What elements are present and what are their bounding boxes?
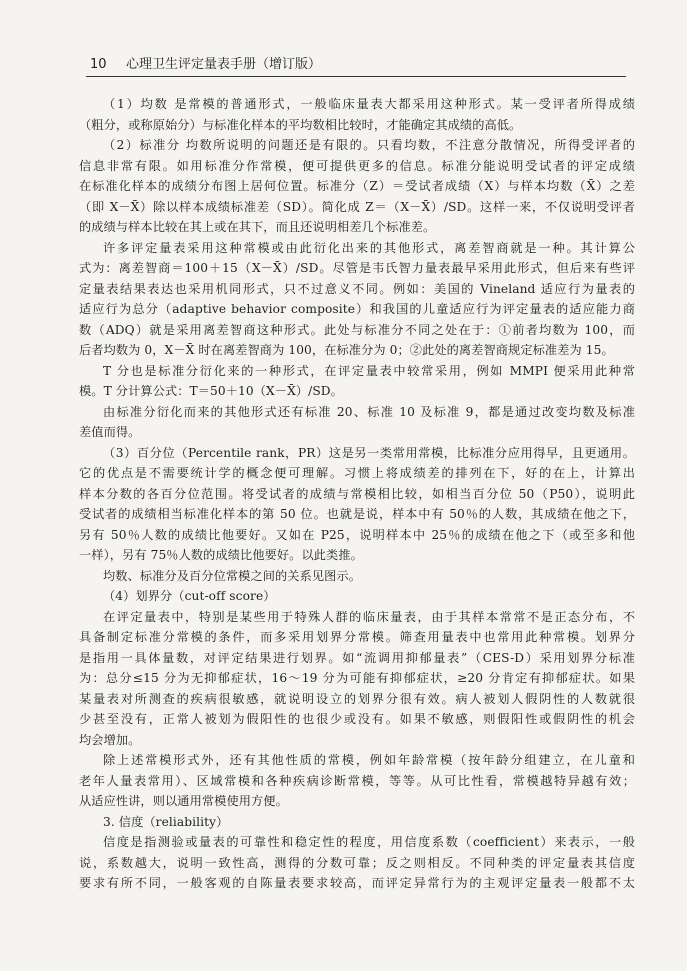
text-line: 的成绩与样本比较在其上或在其下，而且还说明相差几个标准差。 [79,220,436,234]
text-line: （3）百分位（Percentile rank，PR）这是另一类常用常模，比标准分应用得早，且更通用。 [103,445,635,460]
text-line: 信度是指测验或量表的可靠性和稳定性的程度，用信度系数（coefficient）来表示，一般 [103,835,635,849]
text-line: 说，系数越大，说明一致性高，测得的分数可靠；反之则相反。不同种类的评定量表其信度 [79,855,635,870]
text-line: 均数、标准分及百分位常模之间的关系见图示。 [103,568,362,583]
text-line: 样本分数的各百分位范围。将受试者的成绩与常模相比较，如相当百分位 50（P50），说明此 [79,486,635,501]
text-line: （1）均数 是常模的普通形式，一般临床量表大都采用这种形式。某一受评者所得成绩 [103,97,635,111]
text-line: T 分也是标准分衍化来的一种形式，在评定量表中较常采用，例如 MMPI 便采用此种常 [103,363,635,378]
text-line: 它的优点是不需要统计学的概念便可理解。习惯上将成绩差的排列在下，好的在上，计算出 [79,466,635,480]
text-line: 均会增加。 [79,732,141,747]
text-line: 式为：离差智商＝100＋15（X－X̄）/SD。尽管是韦氏智力量表最早采用此形式，但后来有些评 [79,261,635,275]
text-line: 一样），另有 75％人数的成绩比他要好。以此类推。 [79,548,363,562]
text-line: 适应行为总分（adaptive behavior composite）和我国的儿童适应行为评定量表的适应能力商 [79,302,635,316]
book-title: 心理卫生评定量表手册（增订版） [126,57,322,72]
text-line: 要求有所不同，一般客观的自陈量表要求较高，而评定异常行为的主观评定量表一般都不太 [79,876,635,890]
text-line: 从适应性讲，则以通用常模使用方便。 [79,794,288,808]
body-text [79,94,635,894]
text-line: （即 X－X̄）除以样本成绩标准差（SD）。简化成 Z＝（X－X̄）/SD。这样一来，不仅说明受评者 [79,199,635,214]
text-line: 后者均数为 0，X－X̄ 时在离差智商为 100，在标准分为 0；②此处的离差智商规定标准差为 15。 [79,343,614,357]
text-line: （2）标准分 均数所说明的问题还是有限的。只看均数，不注意分散情况，所得受评者的 [103,138,635,152]
running-header [86,50,626,77]
text-line: 定量表结果表达也采用机同形式，只不过意义不同。例如：美国的 Vineland 适应行为量表的 [79,281,635,296]
text-line: （4）划界分（cut-off score） [103,589,276,603]
text-line: 受试者的成绩相当标准化样本的第 50 位。也就是说，样本中有 50％的人数，其成绩在他之下， [79,507,635,521]
text-line: 少甚至没有，正常人被划为假阳性的也很少或没有。如果不敏感，则假阳性或假阴性的机会 [79,712,635,726]
text-line: 在标准化样本的成绩分布图上居何位置。标准分（Z）＝受试者成绩（X）与样本均数（X̄）之差 [79,179,635,193]
text-line: 信息非常有限。如用标准分作常模，便可提供更多的信息。标准分能说明受试者的评定成绩 [79,158,635,173]
text-line: 由标准分衍化而来的其他形式还有标准 20、标准 10 及标准 9，都是通过改变均数及标准 [103,404,635,419]
text-line: 差值而得。 [79,425,141,439]
text-line: 许多评定量表采用这种常模或由此衍化出来的其他形式，离差智商就是一种。其计算公 [103,240,635,255]
text-line: 模。T 分计算公式：T＝50＋10（X－X̄）/SD。 [79,384,343,398]
text-line: 数（ADQ）就是采用离差智商这种形式。此处与标准分不同之处在于：①前者均数为 100，而 [79,322,635,337]
text-line: （粗分，或称原始分）与标准化样本的平均数相比较时，才能确定其成绩的高低。 [79,117,522,132]
text-line: 某量表对所测查的疾病很敏感，就说明设立的划界分很有效。病人被划人假阴性的人数就很 [79,691,635,706]
text-line: 为：总分≤15 分为无抑郁症状，16～19 分为可能有抑郁症状，≥20 分肯定有抑郁症状。如果 [79,671,635,685]
text-line: 另有 50％人数的成绩比他要好。又如在 P25，说明样本中 25％的成绩在他之下（或至多和他 [79,527,635,542]
text-line: 具备制定标准分常模的条件，而多采用划界分常模。筛查用量表中也常用此种常模。划界分 [79,630,635,644]
text-line: 3. 信度（reliability） [103,814,229,829]
page-number: 10 [90,57,107,72]
text-line: 是指用一具体量数，对评定结果进行划界。如“流调用抑郁量表”（CES-D）采用划界分标准 [79,650,635,665]
text-line: 老年人量表常用）、区域常模和各种疾病诊断常模，等等。从可比性看，常模越特异越有效； [79,773,635,788]
text-line: 除上述常模形式外，还有其他性质的常模，例如年龄常模（按年龄分组建立，在儿童和 [103,753,635,767]
text-line: 在评定量表中，特别是某些用于特殊人群的临床量表，由于其样本常常不是正态分布，不 [103,609,635,624]
